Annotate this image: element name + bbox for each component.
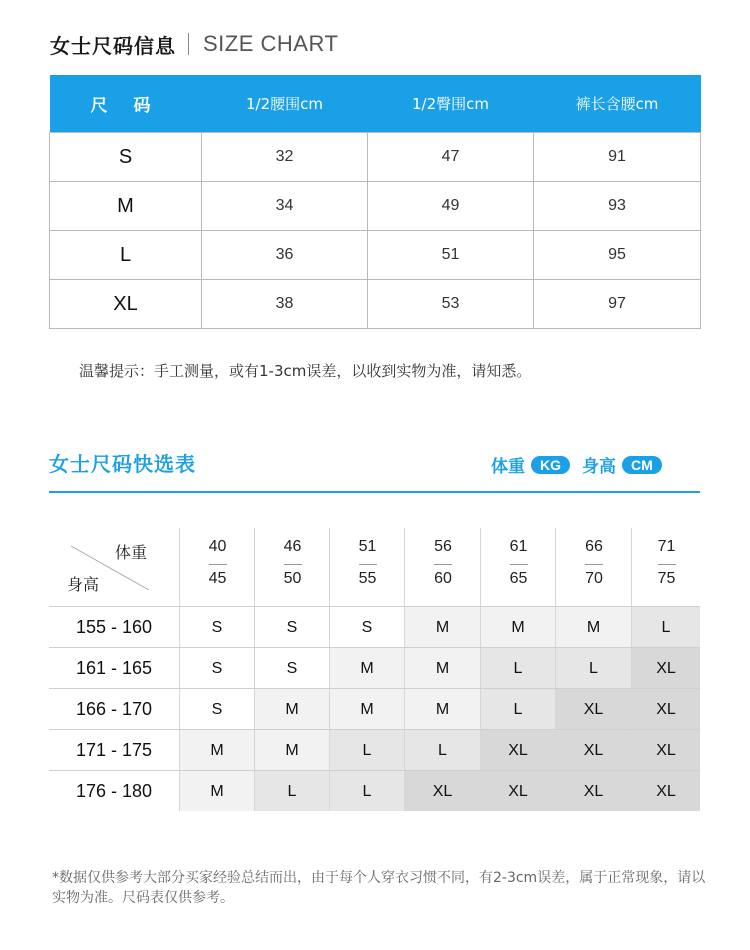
size-recommendation-cell: L — [555, 648, 631, 688]
waist-cell: 32 — [202, 133, 368, 182]
quick-select-title: 女士尺码快选表 — [49, 452, 196, 476]
table-row — [50, 133, 701, 182]
weight-max: 50 — [283, 570, 302, 587]
size-recommendation-cell: M — [254, 730, 329, 770]
weight-min: 71 — [657, 538, 676, 555]
size-recommendation-cell: XL — [480, 730, 555, 770]
size-recommendation-cell: XL — [631, 771, 700, 811]
size-recommendation-cell: S — [254, 648, 329, 688]
weight-range-divider — [585, 564, 603, 565]
size-chart-title — [50, 28, 338, 60]
size-table — [49, 75, 701, 329]
size-recommendation-cell: L — [404, 730, 480, 770]
size-recommendation-cell: XL — [555, 730, 631, 770]
hip-cell: 49 — [368, 182, 534, 231]
weight-range-divider — [209, 564, 227, 565]
size-cell: XL — [50, 280, 202, 329]
weight-range-divider — [434, 564, 452, 565]
size-recommendation-cell: L — [631, 607, 700, 647]
height-range-label: 171 - 175 — [75, 740, 153, 760]
size-recommendation-cell: S — [179, 689, 254, 729]
size-table-header: 1/2臀围cm — [368, 75, 534, 133]
corner-weight-label: 体重 — [115, 543, 148, 562]
weight-min: 46 — [283, 538, 302, 555]
length-cell: 91 — [534, 133, 701, 182]
size-table-header: 1/2腰围cm — [202, 75, 368, 133]
legend-weight-unit: KG — [531, 456, 570, 474]
size-recommendation-cell: M — [329, 648, 404, 688]
weight-col-header — [329, 528, 405, 606]
weight-range-divider — [510, 564, 528, 565]
waist-cell: 34 — [202, 182, 368, 231]
size-recommendation-cell: M — [404, 607, 480, 647]
size-table-header-row — [50, 75, 701, 133]
size-recommendation-cell: L — [329, 730, 404, 770]
weight-range-divider — [658, 564, 676, 565]
weight-min: 66 — [585, 538, 603, 555]
size-recommendation-cell: XL — [631, 730, 700, 770]
weight-min: 40 — [208, 538, 227, 555]
size-recommendation-cell: L — [329, 771, 404, 811]
size-recommendation-cell: XL — [631, 648, 700, 688]
table-row — [50, 231, 701, 280]
size-recommendation-cell: L — [480, 689, 555, 729]
weight-range-divider — [359, 564, 377, 565]
height-range-label: 161 - 165 — [75, 658, 153, 678]
size-recommendation-cell: XL — [404, 771, 480, 811]
hip-cell: 53 — [368, 280, 534, 329]
hip-cell: 51 — [368, 231, 534, 280]
size-recommendation-cell: S — [179, 607, 254, 647]
size-recommendation-cell: L — [254, 771, 329, 811]
weight-max: 65 — [509, 570, 528, 587]
weight-max: 75 — [657, 570, 676, 587]
table-row — [50, 182, 701, 231]
measurement-tip: 温馨提示：手工测量，或有1-3cm误差，以收到实物为准，请知悉。 — [79, 362, 532, 380]
weight-col-header — [179, 528, 255, 606]
size-recommendation-cell: M — [555, 607, 631, 647]
hip-cell: 47 — [368, 133, 534, 182]
weight-max: 55 — [358, 570, 377, 587]
waist-cell: 38 — [202, 280, 368, 329]
title-en: SIZE CHART — [203, 31, 339, 56]
size-recommendation-cell: M — [179, 771, 254, 811]
size-table-header: 裤长含腰cm — [534, 75, 701, 133]
size-recommendation-cell: M — [179, 730, 254, 770]
size-recommendation-cell: S — [329, 607, 404, 647]
weight-max: 70 — [585, 570, 603, 587]
size-recommendation-cell: XL — [631, 689, 700, 729]
size-recommendation-cell: S — [254, 607, 329, 647]
size-recommendation-cell: S — [179, 648, 254, 688]
weight-col-header — [555, 528, 632, 606]
quick-select-table — [49, 528, 700, 816]
weight-col-header — [480, 528, 556, 606]
height-range-label: 166 - 170 — [75, 699, 153, 719]
size-cell: L — [50, 231, 202, 280]
size-cell: S — [50, 133, 202, 182]
weight-min: 51 — [358, 538, 377, 555]
section-rule — [49, 491, 700, 493]
length-cell: 97 — [534, 280, 701, 329]
waist-cell: 36 — [202, 231, 368, 280]
weight-col-header — [631, 528, 701, 606]
unit-legend — [491, 452, 662, 477]
legend-weight-label: 体重 — [491, 457, 525, 477]
legend-height-label: 身高 — [582, 457, 616, 477]
title-divider — [188, 33, 189, 55]
height-range-label: 176 - 180 — [75, 781, 153, 801]
size-recommendation-cell: L — [480, 648, 555, 688]
title-zh: 女士尺码信息 — [50, 33, 176, 58]
size-recommendation-cell: M — [254, 689, 329, 729]
size-recommendation-cell: M — [404, 648, 480, 688]
corner-height-label: 身高 — [67, 575, 100, 594]
height-range-label: 155 - 160 — [75, 617, 153, 637]
weight-col-header — [254, 528, 330, 606]
table-row — [50, 280, 701, 329]
weight-max: 45 — [208, 570, 227, 587]
size-recommendation-cell: M — [404, 689, 480, 729]
size-recommendation-cell: M — [329, 689, 404, 729]
size-recommendation-cell: M — [480, 607, 555, 647]
weight-min: 56 — [434, 538, 452, 555]
size-recommendation-cell: XL — [480, 771, 555, 811]
footnote: *数据仅供参考大部分买家经验总结而出，由于每个人穿衣习惯不同，有2-3cm误差，属于正常现象，请以实物为准。尺码表仅供参考。 — [52, 870, 706, 906]
weight-range-divider — [284, 564, 302, 565]
size-cell: M — [50, 182, 202, 231]
length-cell: 95 — [534, 231, 701, 280]
size-recommendation-cell: XL — [555, 689, 631, 729]
legend-height-unit: CM — [622, 456, 662, 474]
weight-min: 61 — [509, 538, 528, 555]
size-recommendation-cell: XL — [555, 771, 631, 811]
weight-max: 60 — [434, 570, 452, 587]
size-table-header: 尺 码 — [50, 75, 202, 133]
length-cell: 93 — [534, 182, 701, 231]
corner-header — [49, 528, 179, 606]
weight-col-header — [404, 528, 481, 606]
